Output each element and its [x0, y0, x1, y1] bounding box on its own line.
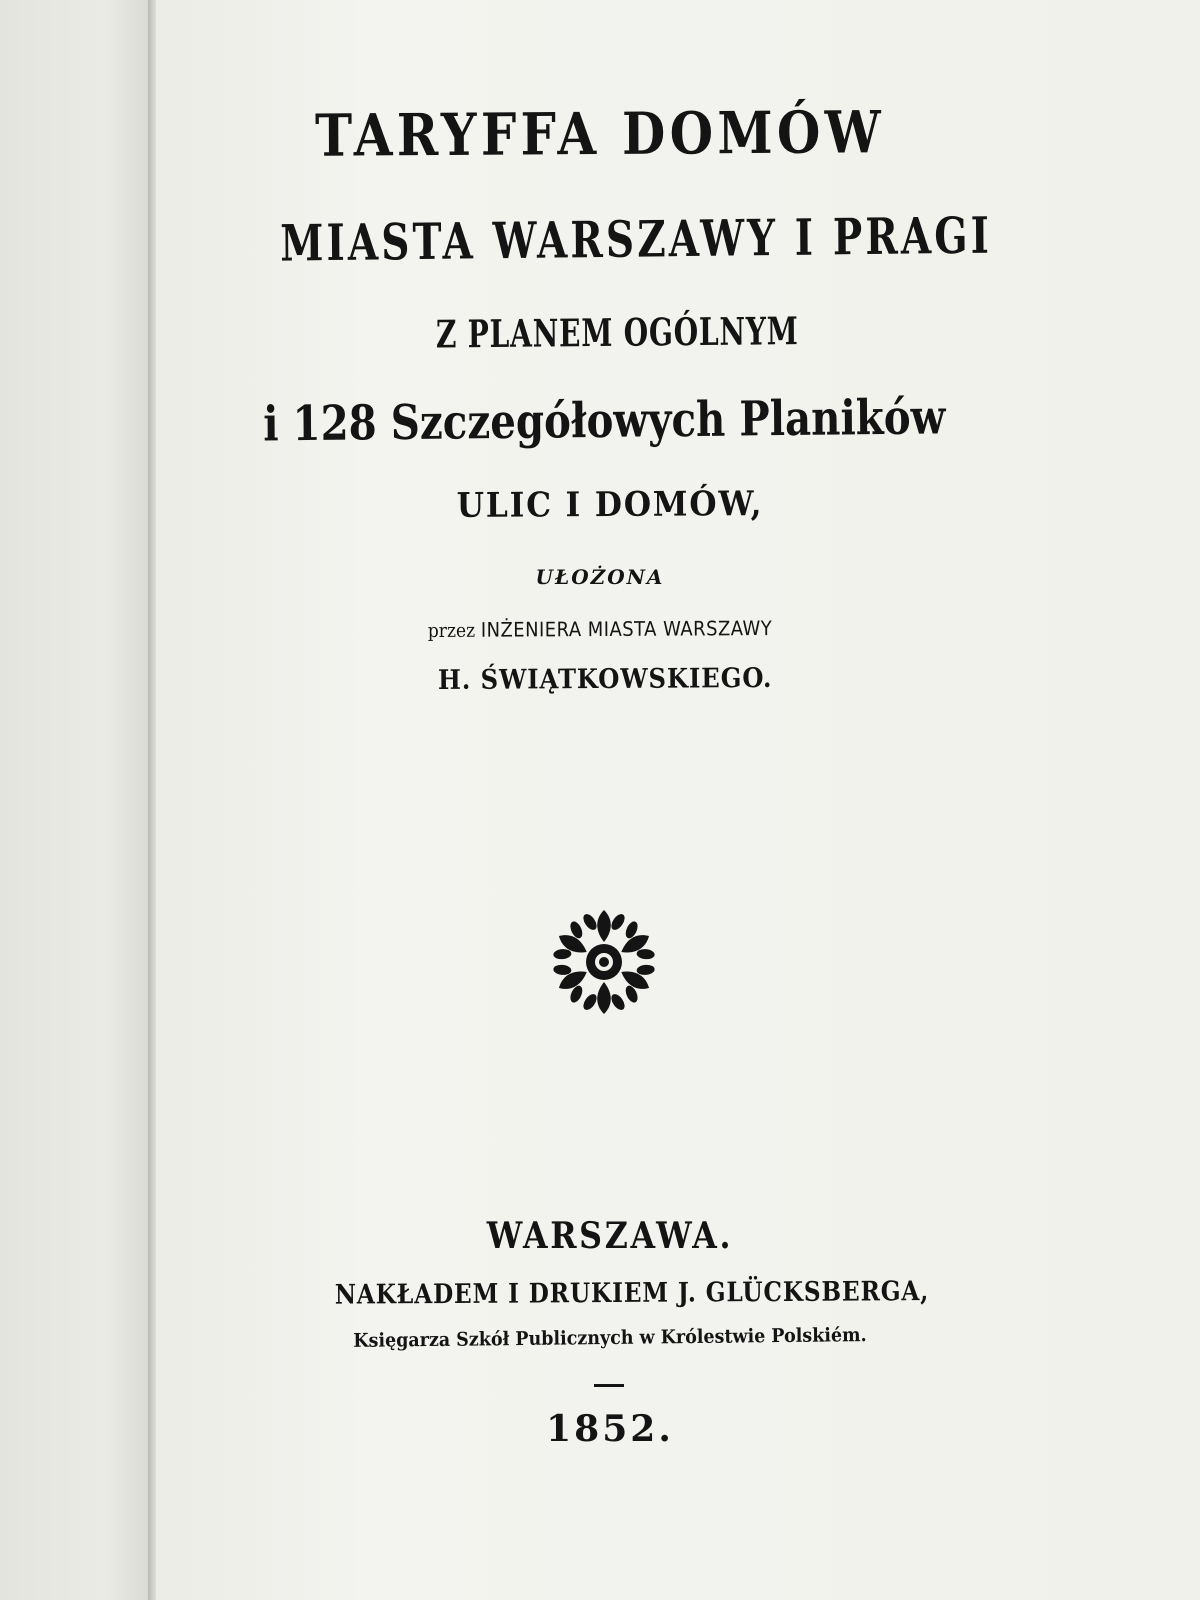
- author-name: H. ŚWIĄTKOWSKIEGO.: [437, 662, 773, 696]
- title-line-1: TARYFFA DOMÓW: [314, 98, 886, 170]
- imprint-bookseller: Księgarza Szkół Publicznych w Królestwie Polskiém.: [353, 1324, 867, 1352]
- title-line-3: Z PLANEM OGÓLNYM: [435, 308, 799, 357]
- separator-dash: [594, 1384, 624, 1387]
- printers-ornament: [548, 906, 660, 1018]
- byline: [402, 616, 798, 642]
- imprint-year: 1852.: [546, 1408, 674, 1450]
- byline-rank: INŻENIERA MIASTA WARSZAWY: [480, 615, 773, 642]
- left-page: [0, 0, 152, 1600]
- title-line-4: i 128 Szczegółowych Planików: [263, 389, 946, 453]
- arranged-label: UŁOŻONA: [535, 565, 665, 589]
- byline-prefix: przez: [427, 619, 476, 643]
- imprint-place: WARSZAWA.: [486, 1215, 734, 1257]
- title-line-5: ULIC I DOMÓW,: [456, 484, 764, 526]
- imprint-publisher: NAKŁADEM I DRUKIEM J. GLÜCKSBERGA,: [334, 1276, 930, 1311]
- title-line-2: MIASTA WARSZAWY I PRAGI: [280, 205, 993, 273]
